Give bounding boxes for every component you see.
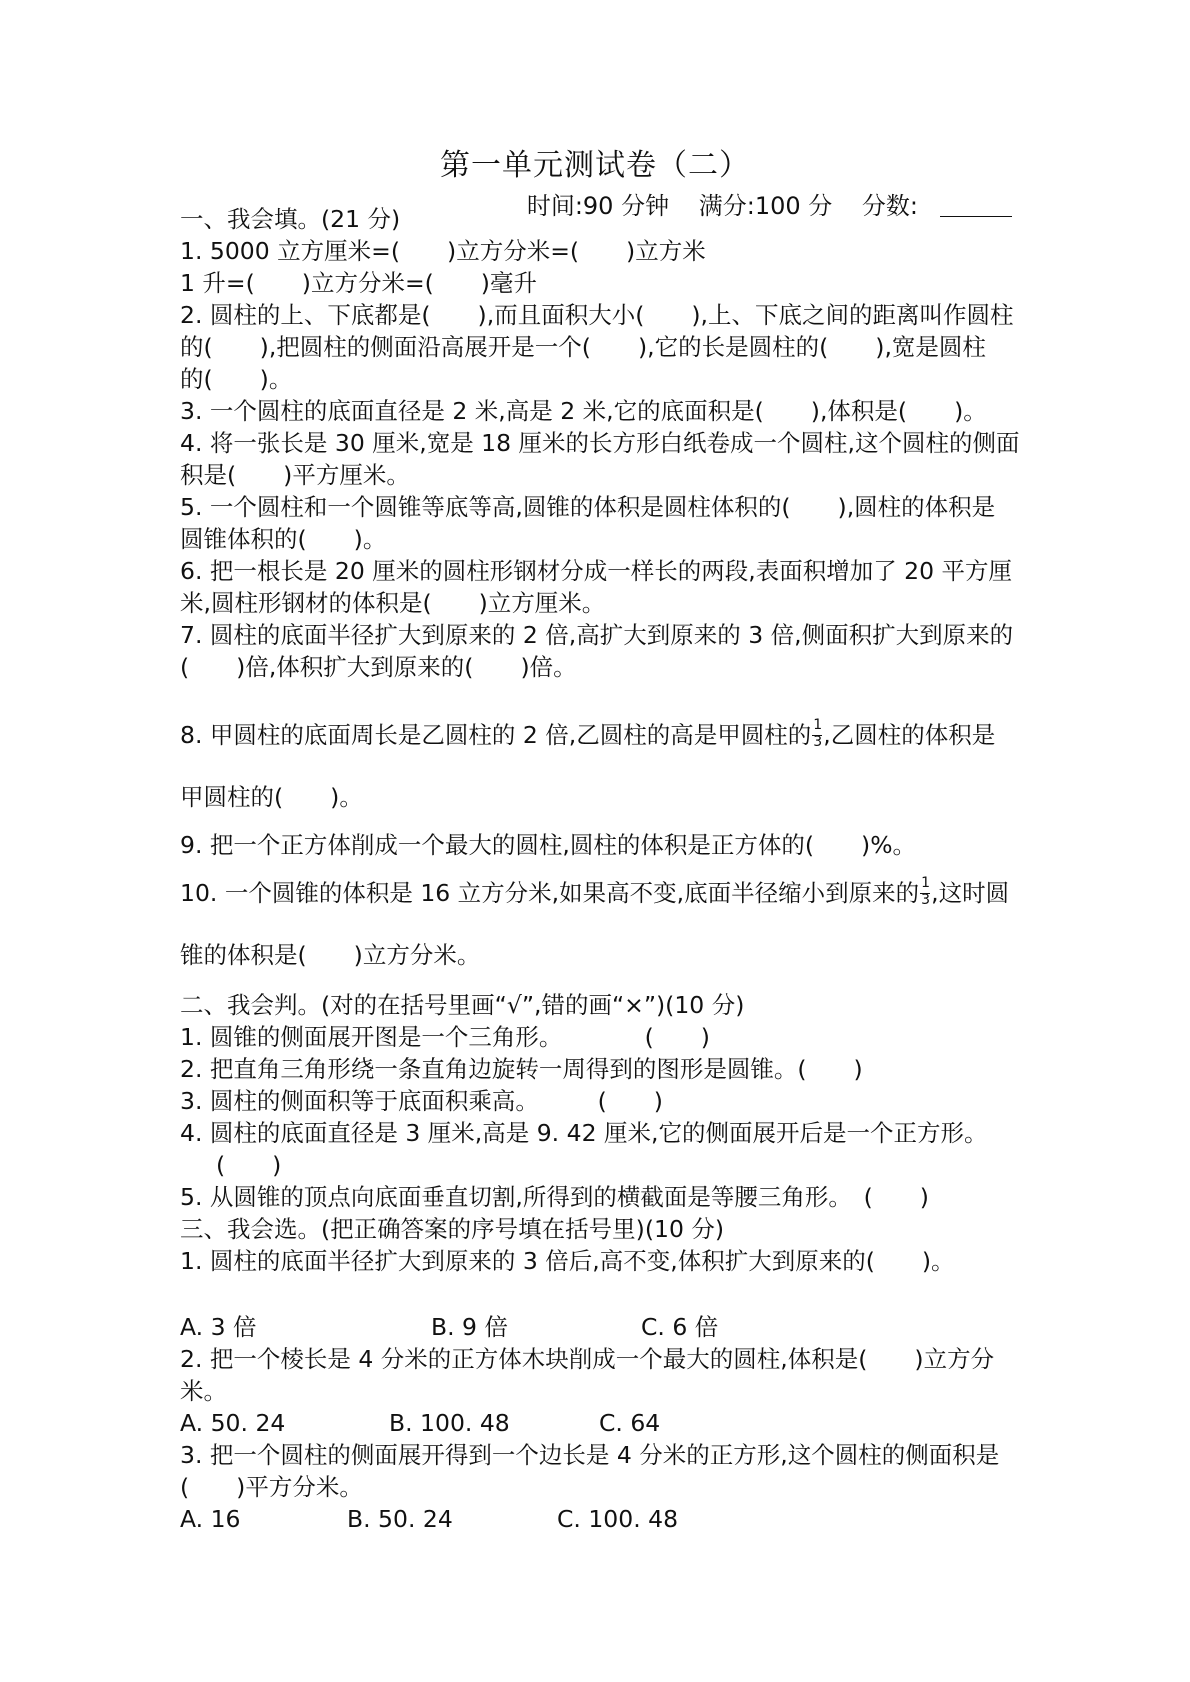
question-line: 米。 (180, 1377, 227, 1405)
question-line: 积是( )平方厘米。 (180, 461, 410, 489)
score-label: 分数: (862, 192, 1012, 220)
question-line: 1. 5000 立方厘米=( )立方分米=( )立方米 (180, 237, 706, 265)
full-score: 满分:100 分 (698, 192, 833, 220)
question-line: 2. 圆柱的上、下底都是( ),而且面积大小( ),上、下底之间的距离叫作圆柱 (180, 301, 1014, 329)
exam-meta (505, 186, 1012, 221)
option-a: A. 3 倍 (180, 1313, 257, 1341)
option-b: B. 9 倍 (431, 1313, 508, 1341)
question-line: 甲圆柱的( )。 (180, 783, 363, 811)
time-limit: 时间:90 分钟 (526, 192, 670, 220)
question-line: 5. 从圆锥的顶点向底面垂直切割,所得到的横截面是等腰三角形。 ( ) (180, 1183, 929, 1211)
option-c: C. 64 (599, 1409, 661, 1437)
question-line-with-fraction: 8. 甲圆柱的底面周长是乙圆柱的 2 倍,乙圆柱的高是甲圆柱的 $\frac{1}{3}$ ,乙圆柱的体积是 (180, 717, 996, 750)
question-line: 圆锥体积的( )。 (180, 525, 387, 553)
question-line: 1. 圆柱的底面半径扩大到原来的 3 倍后,高不变,体积扩大到原来的( )。 (180, 1247, 955, 1275)
question-line: 5. 一个圆柱和一个圆锥等底等高,圆锥的体积是圆柱体积的( ),圆柱的体积是 (180, 493, 996, 521)
question-line: ( )倍,体积扩大到原来的( )倍。 (180, 653, 577, 681)
question-line: 9. 把一个正方体削成一个最大的圆柱,圆柱的体积是正方体的( )%。 (180, 831, 917, 859)
question-line: 1 升=( )立方分米=( )毫升 (180, 269, 537, 297)
question-line: 的( )。 (180, 365, 293, 393)
option-c: C. 100. 48 (557, 1505, 679, 1533)
page-title: 第一单元测试卷（二） (440, 148, 750, 183)
question-line: 锥的体积是( )立方分米。 (180, 941, 481, 969)
question-line: 4. 将一张长是 30 厘米,宽是 18 厘米的长方形白纸卷成一个圆柱,这个圆柱的侧面 (180, 429, 1020, 457)
question-line: 米,圆柱形钢材的体积是( )立方厘米。 (180, 589, 606, 617)
option-b: B. 50. 24 (347, 1505, 453, 1533)
question-line: 2. 把直角三角形绕一条直角边旋转一周得到的图形是圆锥。( ) (180, 1055, 863, 1083)
option-b: B. 100. 48 (389, 1409, 510, 1437)
option-a: A. 16 (180, 1505, 241, 1533)
fraction-one-third: $\frac{1}{3}$ (921, 875, 931, 908)
question-line: 7. 圆柱的底面半径扩大到原来的 2 倍,高扩大到原来的 3 倍,侧面积扩大到原来的 (180, 621, 1014, 649)
option-c: C. 6 倍 (641, 1313, 719, 1341)
option-a: A. 50. 24 (180, 1409, 286, 1437)
question-line: 3. 圆柱的侧面积等于底面积乘高。 ( ) (180, 1087, 663, 1115)
question-line-with-fraction: 10. 一个圆锥的体积是 16 立方分米,如果高不变,底面半径缩小到原来的 $\frac{1}{3}$ ,这时圆 (180, 875, 1010, 908)
section-heading-1: 一、我会填。(21 分) (180, 205, 401, 233)
question-line: ( )平方分米。 (180, 1473, 363, 1501)
question-line: 3. 把一个圆柱的侧面展开得到一个边长是 4 分米的正方形,这个圆柱的侧面积是 (180, 1441, 1000, 1469)
section-heading-2: 二、我会判。(对的在括号里画“√”,错的画“×”)(10 分) (180, 991, 745, 1019)
question-line: 6. 把一根长是 20 厘米的圆柱形钢材分成一样长的两段,表面积增加了 20 平方厘 (180, 557, 1013, 585)
question-line: 1. 圆锥的侧面展开图是一个三角形。 ( ) (180, 1023, 710, 1051)
question-line: 3. 一个圆柱的底面直径是 2 米,高是 2 米,它的底面积是( ),体积是( )。 (180, 397, 987, 425)
score-blank (940, 216, 1012, 217)
question-line: 4. 圆柱的底面直径是 3 厘米,高是 9. 42 厘米,它的侧面展开后是一个正方形。 (180, 1119, 988, 1147)
question-line: 2. 把一个棱长是 4 分米的正方体木块削成一个最大的圆柱,体积是( )立方分 (180, 1345, 995, 1373)
section-heading-3: 三、我会选。(把正确答案的序号填在括号里)(10 分) (180, 1215, 725, 1243)
fraction-one-third: $\frac{1}{3}$ (813, 717, 823, 750)
answer-bracket: ( ) (216, 1151, 282, 1179)
question-line: 的( ),把圆柱的侧面沿高展开是一个( ),它的长是圆柱的( ),宽是圆柱 (180, 333, 986, 361)
